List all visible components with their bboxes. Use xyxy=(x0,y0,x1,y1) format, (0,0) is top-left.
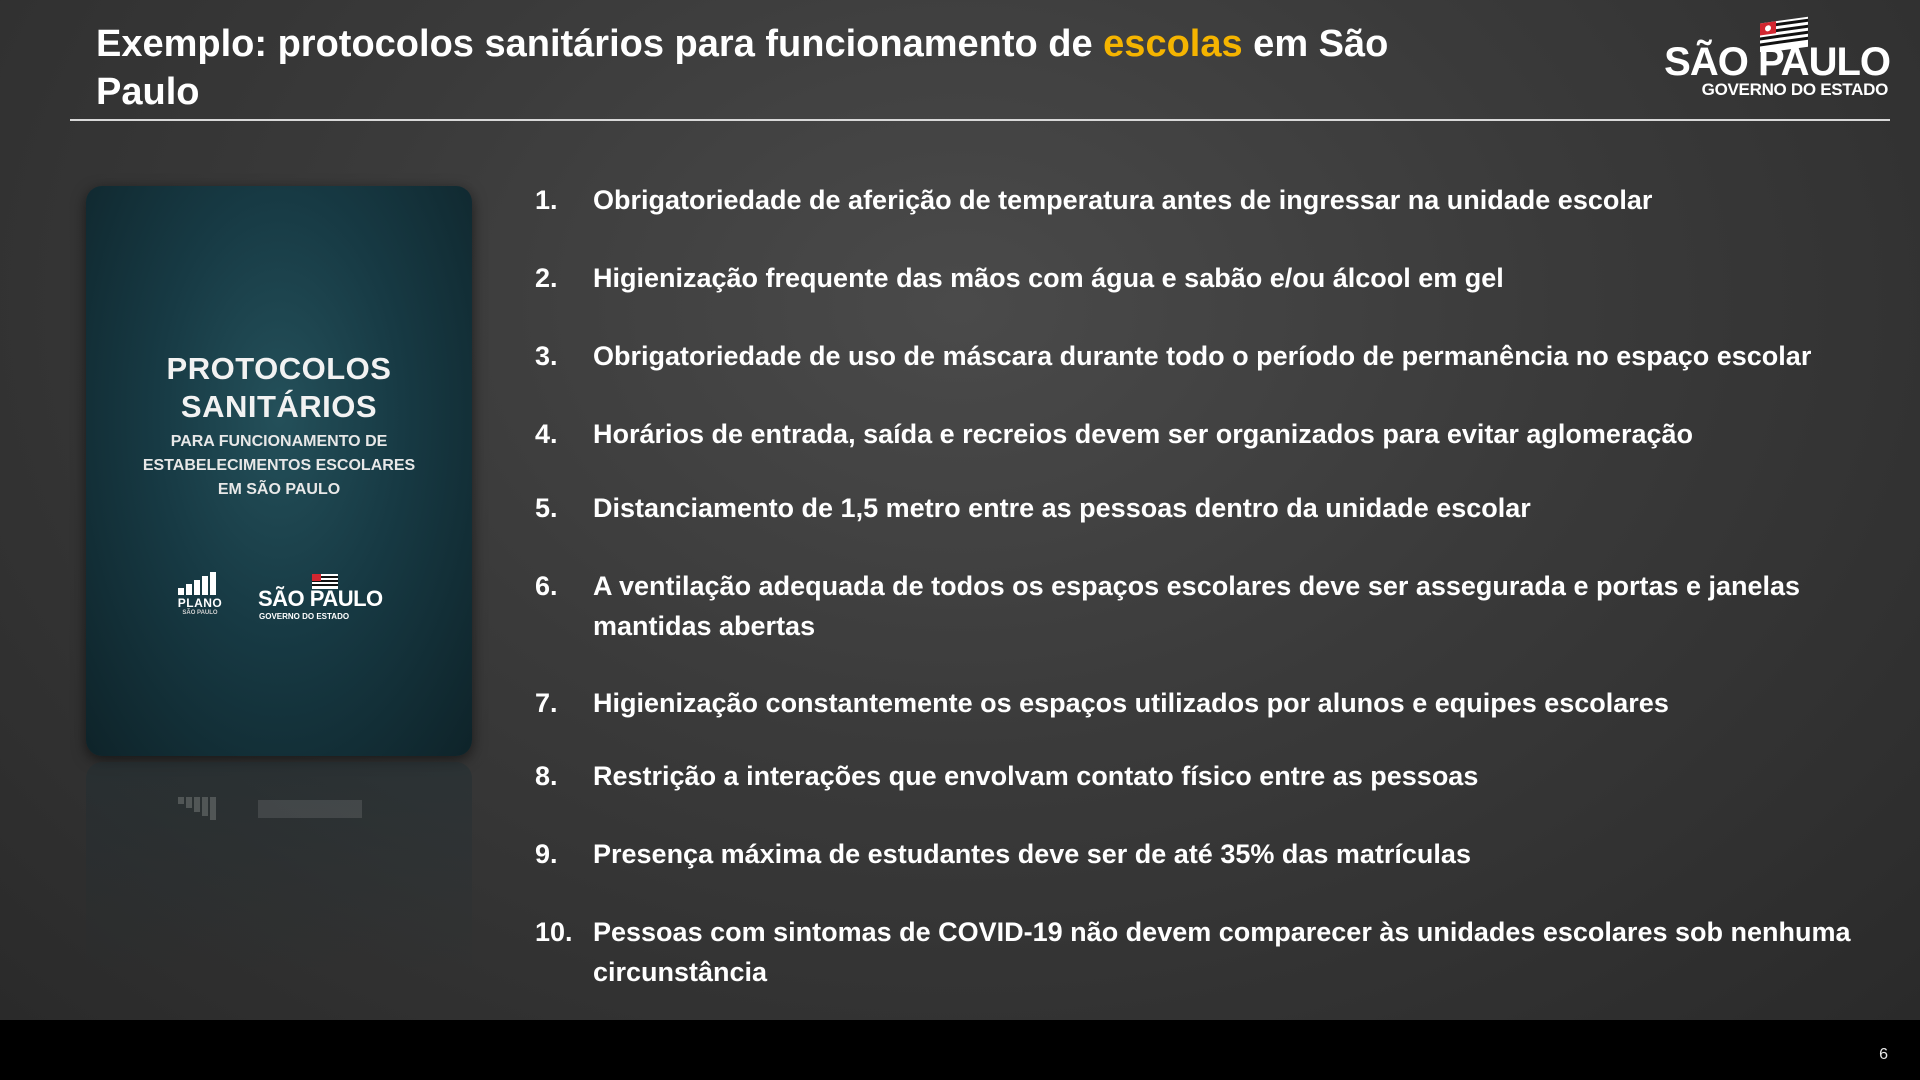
title-highlight: escolas xyxy=(1103,23,1243,65)
item-number: 2. xyxy=(535,263,558,293)
cover-sao-paulo-logo xyxy=(258,572,388,622)
item-text: Horários de entrada, saída e recreios devem ser organizados para evitar aglomeração xyxy=(593,419,1693,449)
item-text: Presença máxima de estudantes deve ser de até 35% das matrículas xyxy=(593,839,1471,869)
reflection-logos xyxy=(86,762,472,972)
protocol-booklet-cover xyxy=(86,186,472,756)
title-part-1: Exemplo: protocolos sanitários para funcionamento de xyxy=(96,23,1104,65)
cover-title-line-1: PROTOCOLOS xyxy=(166,351,392,386)
cover-subtitle-line-1: PARA FUNCIONAMENTO DE xyxy=(170,433,388,450)
item-text: Pessoas com sintomas de COVID-19 não devem comparecer às unidades escolares sob nenhuma circunstância xyxy=(593,917,1851,987)
cover-subtitle xyxy=(116,430,442,502)
cover-title-line-2: SANITÁRIOS xyxy=(180,389,378,424)
cover-reflection xyxy=(86,762,472,972)
cover-logo-subtitle: GOVERNO DO ESTADO xyxy=(259,612,350,621)
reflected-logo-mark-icon xyxy=(258,792,368,822)
list-item xyxy=(535,912,1905,992)
plano-label: PLANO xyxy=(177,596,223,610)
sao-paulo-logo xyxy=(1650,14,1890,100)
item-number: 9. xyxy=(535,839,558,869)
item-text: Distanciamento de 1,5 metro entre as pessoas dentro da unidade escolar xyxy=(593,493,1531,523)
plano-sao-paulo-logo xyxy=(172,570,228,620)
item-text: A ventilação adequada de todos os espaços escolares deve ser assegurada e portas e janelas mantidas abertas xyxy=(593,571,1801,641)
item-text: Higienização frequente das mãos com água e sabão e/ou álcool em gel xyxy=(593,263,1504,293)
item-number: 3. xyxy=(535,341,558,371)
cover-subtitle-line-3: EM SÃO PAULO xyxy=(217,481,341,498)
item-number: 10. xyxy=(535,917,573,947)
item-number: 6. xyxy=(535,571,558,601)
item-number: 1. xyxy=(535,185,558,215)
logo-subtitle: GOVERNO DO ESTADO xyxy=(1701,80,1888,99)
list-item xyxy=(535,834,1905,874)
item-number: 5. xyxy=(535,493,558,523)
signal-bars-icon xyxy=(172,570,228,596)
slide-title xyxy=(96,20,1456,116)
cover-logo-name: SÃO PAULO xyxy=(258,586,383,611)
item-number: 7. xyxy=(535,688,558,718)
cover-subtitle-line-2: ESTABELECIMENTOS ESCOLARES xyxy=(142,457,416,474)
item-number: 8. xyxy=(535,761,558,791)
list-item xyxy=(535,336,1905,376)
list-item xyxy=(535,258,1905,298)
page-number: 6 xyxy=(1879,1046,1888,1063)
list-item xyxy=(535,756,1905,796)
list-item xyxy=(535,488,1905,528)
item-text: Restrição a interações que envolvam contato físico entre as pessoas xyxy=(593,761,1479,791)
list-item xyxy=(535,566,1905,646)
footer-bar xyxy=(0,1020,1920,1080)
plano-sublabel: SÃO PAULO xyxy=(182,610,218,616)
item-text: Higienização constantemente os espaços utilizados por alunos e equipes escolares xyxy=(593,688,1669,718)
title-divider xyxy=(70,119,1890,121)
title-part-2: em São Paulo xyxy=(96,23,1389,113)
cover-title xyxy=(86,350,472,426)
logo-name: SÃO PAULO xyxy=(1664,40,1890,84)
item-text: Obrigatoriedade de uso de máscara durante todo o período de permanência no espaço escolar xyxy=(593,341,1812,371)
list-item xyxy=(535,414,1905,454)
item-text: Obrigatoriedade de aferição de temperatura antes de ingressar na unidade escolar xyxy=(593,185,1653,215)
item-number: 4. xyxy=(535,419,558,449)
reflected-signal-bars-icon xyxy=(172,796,228,822)
list-item xyxy=(535,683,1905,723)
list-item xyxy=(535,180,1905,220)
